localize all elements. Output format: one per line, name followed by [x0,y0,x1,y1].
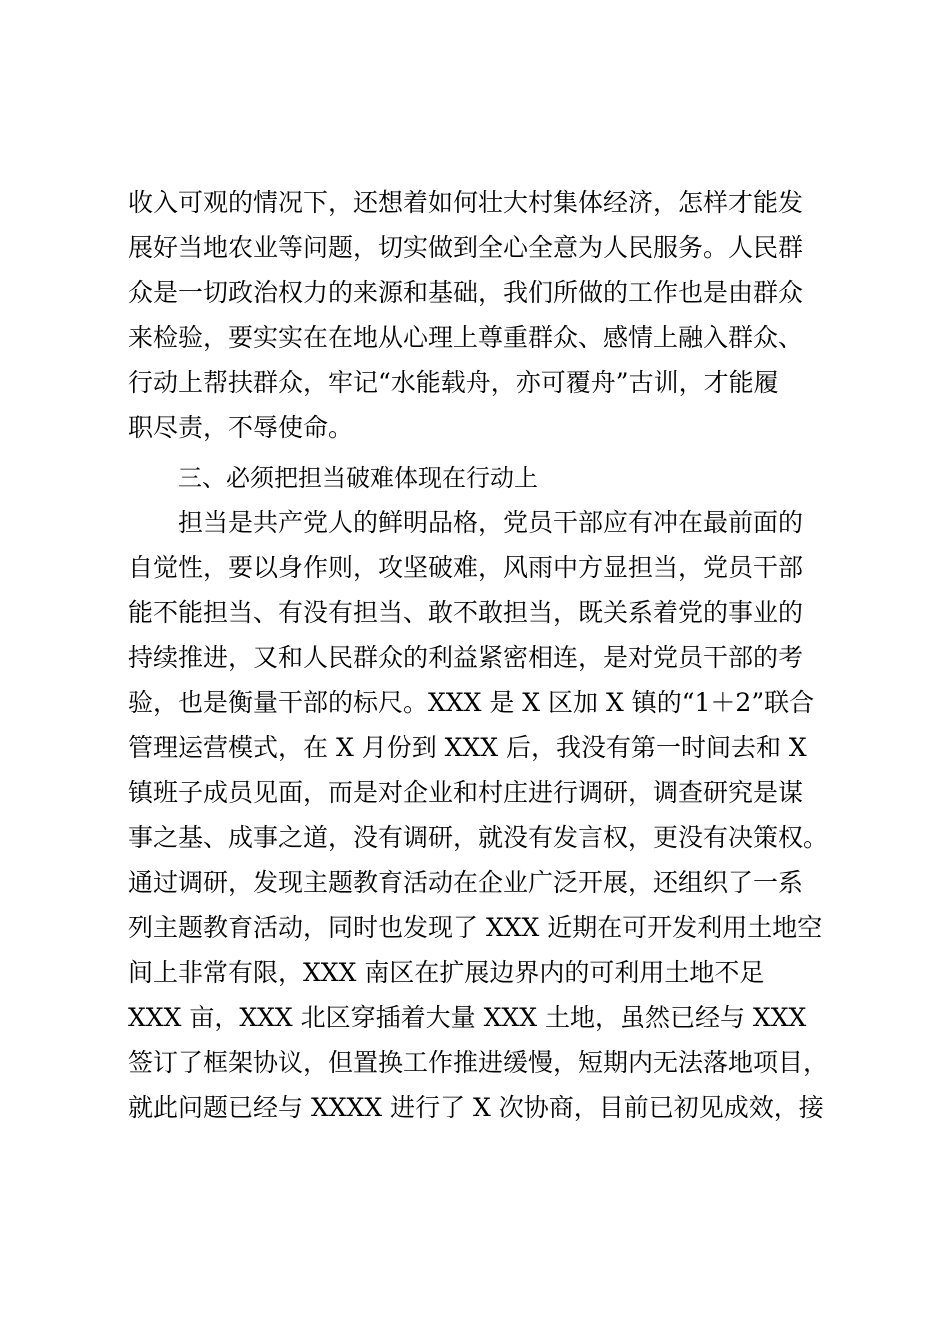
section-heading-text: 三、必须把担当破难体现在行动上 [178,464,538,492]
line-text: 展好当地农业等问题，切实做到全心全意为人民服务。人民群 [128,233,804,262]
paragraph-1-line [0,315,950,361]
line-text: 能不能担当、有没有担当、敢不敢担当，既关系着党的事业的 [128,598,804,627]
paragraph-2-line [0,590,950,636]
line-text: 担当是共产党人的鲜明品格，党员干部应有冲在最前面的 [178,508,804,537]
line-text: XXX 亩，XXX 北区穿插着大量 XXX 土地，虽然已经与 XXX [128,1003,807,1032]
paragraph-2-line [0,1085,950,1131]
paragraph-1-line [0,405,950,451]
paragraph-2-line [0,995,950,1041]
line-text: 验，也是衡量干部的标尺。XXX 是 X 区加 X 镇的“1＋2”联合 [128,688,815,717]
line-text: 镇班子成员见面，而是对企业和村庄进行调研，调查研究是谋 [128,778,804,807]
line-text: 持续推进，又和人民群众的利益紧密相连，是对党员干部的考 [128,643,804,672]
paragraph-2-line [0,500,950,546]
line-text: 职尽责，不辱使命。 [128,413,354,442]
line-text: 管理运营模式，在 X 月份到 XXX 后，我没有第一时间去和 X [128,733,807,762]
paragraph-2-line [0,905,950,951]
paragraph-1-line [0,225,950,271]
paragraph-2-line [0,635,950,681]
section-heading [0,455,950,501]
paragraph-2-line [0,725,950,771]
paragraph-2-line [0,770,950,816]
paragraph-2-line [0,950,950,996]
line-text: 签订了框架协议，但置换工作推进缓慢，短期内无法落地项目， [128,1048,828,1077]
line-text: 收入可观的情况下，还想着如何壮大村集体经济，怎样才能发 [128,188,804,217]
paragraph-1-line [0,270,950,316]
line-text: 通过调研，发现主题教育活动在企业广泛开展，还组织了一系 [128,868,804,897]
paragraph-1-line [0,180,950,226]
paragraph-2-line [0,545,950,591]
line-text: 列主题教育活动，同时也发现了 XXX 近期在可开发利用土地空 [128,913,823,942]
line-text: 间上非常有限，XXX 南区在扩展边界内的可利用土地不足 [128,958,765,987]
line-text: 事之基、成事之道，没有调研，就没有发言权，更没有决策权。 [128,823,828,852]
line-text: 就此问题已经与 XXXX 进行了 X 次协商，目前已初见成效，接 [128,1093,824,1122]
paragraph-2-line [0,815,950,861]
line-text: 行动上帮扶群众，牢记“水能载舟，亦可覆舟”古训，才能履 [128,368,779,397]
paragraph-2-line [0,860,950,906]
line-text: 众是一切政治权力的来源和基础，我们所做的工作也是由群众 [128,278,804,307]
paragraph-1-line [0,360,950,406]
line-text: 来检验，要实实在在地从心理上尊重群众、感情上融入群众、 [128,323,804,352]
line-text: 自觉性，要以身作则，攻坚破难，风雨中方显担当，党员干部 [128,553,804,582]
paragraph-2-line [0,1040,950,1086]
paragraph-2-line [0,680,950,726]
